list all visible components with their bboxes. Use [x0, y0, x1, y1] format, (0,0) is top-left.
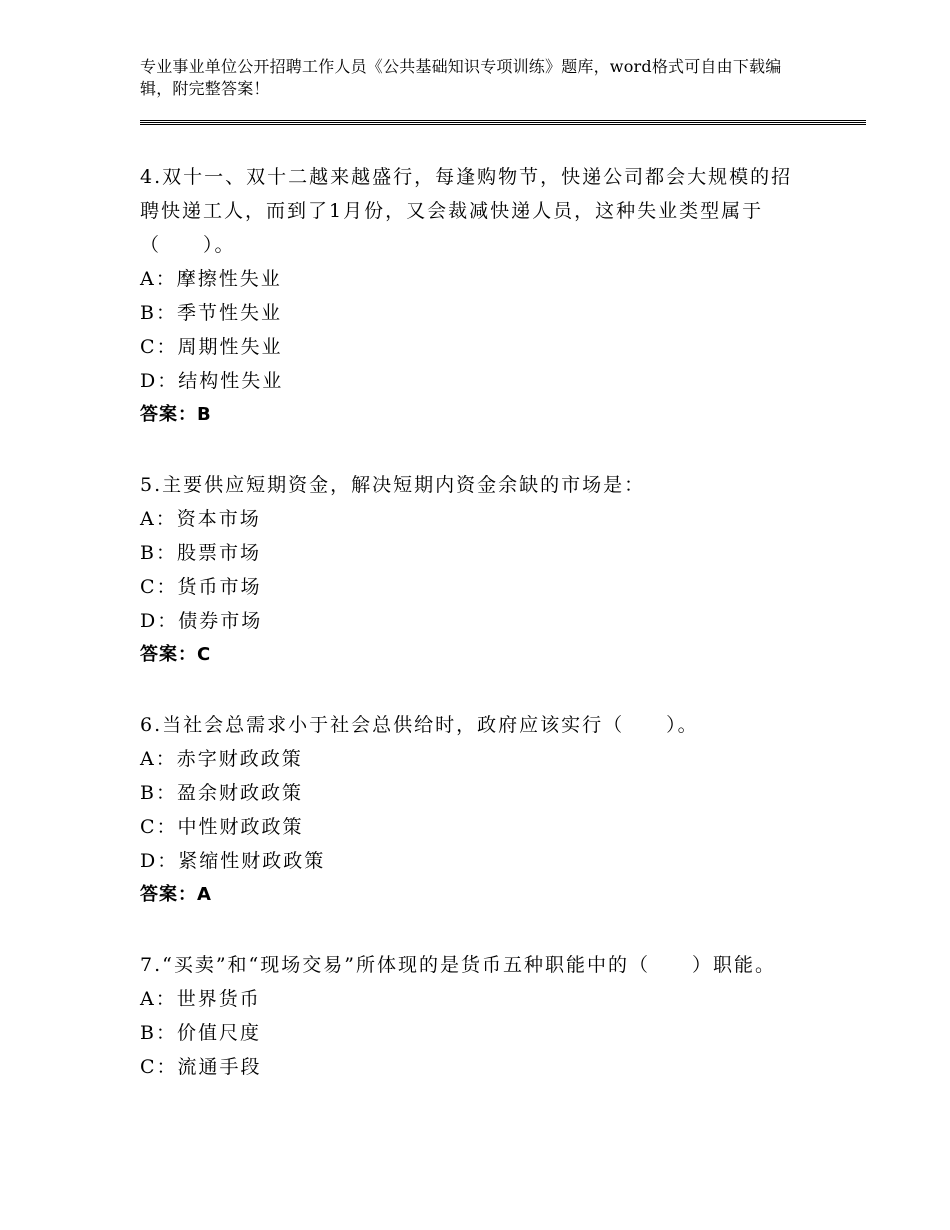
option-c: C：货币市场: [140, 576, 262, 598]
option-c: C：周期性失业: [140, 336, 283, 358]
option-b: B：季节性失业: [140, 302, 282, 324]
option-a: A：赤字财政政策: [140, 748, 303, 770]
answer: 答案：B: [140, 404, 212, 425]
option-a: A：摩擦性失业: [140, 268, 282, 290]
question-5: [140, 468, 800, 672]
question-4: [140, 160, 800, 432]
question-6: [140, 708, 800, 912]
page-header: 专业事业单位公开招聘工作人员《公共基础知识专项训练》题库，word格式可自由下载编辑，附完整答案！: [140, 57, 782, 98]
option-c: C：流通手段: [140, 1056, 262, 1078]
question-gap: [140, 672, 800, 708]
question-gap: [140, 432, 800, 468]
answer: 答案：C: [140, 644, 212, 665]
question-list: [140, 160, 800, 1084]
option-a: A：资本市场: [140, 508, 261, 530]
option-a: A：世界货币: [140, 988, 261, 1010]
question-stem: 4.双十一、双十二越来越盛行，每逢购物节，快递公司都会大规模的招聘快递工人，而到了1月份，又会裁减快递人员，这种失业类型属于（ ）。: [140, 166, 793, 256]
option-d: D：债券市场: [140, 610, 263, 632]
option-b: B：盈余财政政策: [140, 782, 303, 804]
question-7: [140, 948, 800, 1084]
option-c: C：中性财政政策: [140, 816, 304, 838]
option-d: D：紧缩性财政政策: [140, 850, 326, 872]
question-stem: 6.当社会总需求小于社会总供给时，政府应该实行（ ）。: [140, 714, 699, 736]
question-stem: 5.主要供应短期资金，解决短期内资金余缺的市场是：: [140, 474, 646, 496]
option-b: B：股票市场: [140, 542, 261, 564]
question-gap: [140, 912, 800, 948]
answer: 答案：A: [140, 884, 212, 905]
header-rule-inner: [140, 122, 866, 123]
option-b: B：价值尺度: [140, 1022, 261, 1044]
question-stem: 7.“买卖”和“现场交易”所体现的是货币五种职能中的（ ）职能。: [140, 954, 776, 976]
option-d: D：结构性失业: [140, 370, 284, 392]
